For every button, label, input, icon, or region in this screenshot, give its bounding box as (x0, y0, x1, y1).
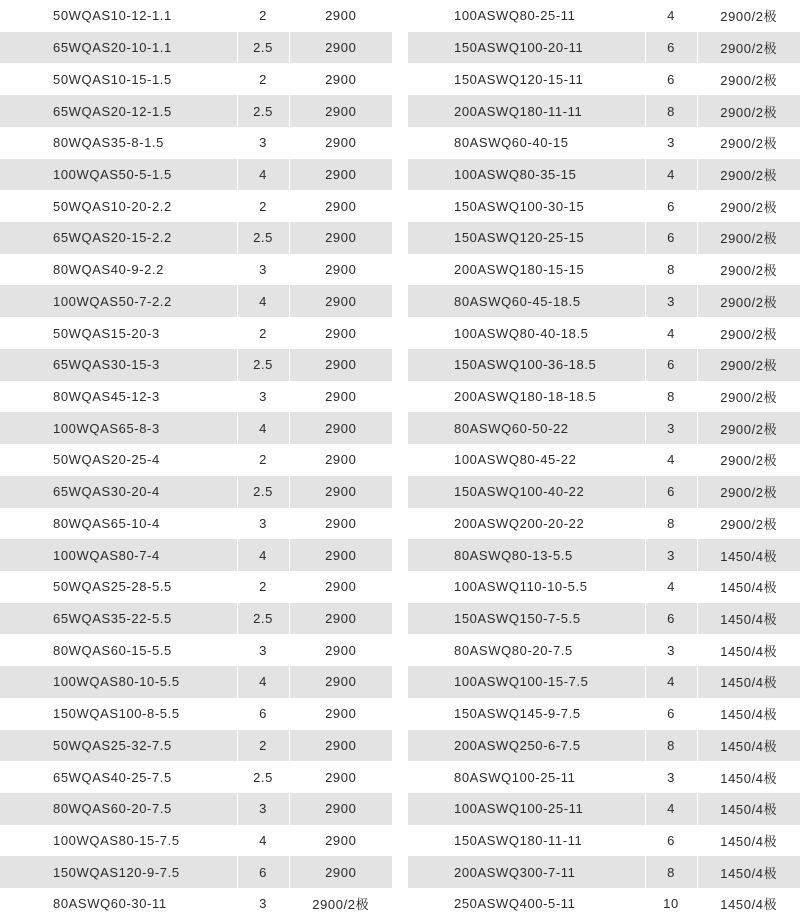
table-row (0, 603, 392, 635)
model-cell: 250ASWQ400-5-11 (408, 888, 645, 920)
model-cell: 200ASWQ180-15-15 (408, 254, 645, 286)
diameter-cell: 4 (645, 571, 697, 603)
model-cell: 100WQAS80-7-4 (0, 539, 237, 571)
diameter-cell: 2.5 (237, 32, 289, 64)
table-row (0, 666, 392, 698)
diameter-cell: 4 (237, 666, 289, 698)
diameter-cell: 10 (645, 888, 697, 920)
model-cell: 80ASWQ80-13-5.5 (408, 539, 645, 571)
diameter-cell: 3 (645, 127, 697, 159)
right-spec-table (408, 0, 800, 920)
model-cell: 100ASWQ80-40-18.5 (408, 317, 645, 349)
model-cell: 200ASWQ180-18-18.5 (408, 381, 645, 413)
speed-cell: 2900 (289, 793, 392, 825)
diameter-cell: 3 (237, 381, 289, 413)
table-row (408, 412, 800, 444)
speed-cell: 1450/4极 (697, 856, 800, 888)
speed-cell: 1450/4极 (720, 707, 778, 723)
speed-cell: 1450/4极 (720, 770, 778, 786)
speed-cell: 2900/2极 (720, 9, 778, 25)
diameter-cell: 2 (237, 190, 289, 222)
table-row (0, 127, 392, 159)
model-cell: 65WQAS20-15-2.2 (0, 222, 237, 254)
diameter-cell: 4 (645, 793, 697, 825)
diameter-cell: 6 (645, 63, 697, 95)
diameter-cell: 2 (237, 0, 289, 32)
table-row (408, 539, 800, 571)
speed-cell: 1450/4极 (720, 834, 778, 850)
model-cell: 200ASWQ200-20-22 (408, 508, 645, 540)
diameter-cell: 2 (237, 571, 289, 603)
diameter-cell: 8 (645, 508, 697, 540)
speed-cell: 2900 (325, 325, 357, 341)
table-row (0, 222, 392, 254)
model-cell: 65WQAS35-22-5.5 (0, 603, 237, 635)
speed-cell: 2900 (325, 388, 357, 404)
diameter-cell: 3 (645, 285, 697, 317)
model-cell: 150WQAS100-8-5.5 (0, 698, 237, 730)
model-cell: 65WQAS40-25-7.5 (0, 761, 237, 793)
diameter-cell: 8 (645, 730, 697, 762)
model-cell: 150ASWQ145-9-7.5 (408, 698, 645, 730)
model-cell: 50WQAS20-25-4 (0, 444, 237, 476)
speed-cell: 2900 (289, 222, 392, 254)
speed-cell: 2900 (325, 833, 357, 849)
model-cell: 80WQAS60-15-5.5 (0, 634, 237, 666)
model-cell: 80WQAS35-8-1.5 (0, 127, 237, 159)
model-cell: 150ASWQ150-7-5.5 (408, 603, 645, 635)
diameter-cell: 8 (645, 856, 697, 888)
speed-cell: 2900 (289, 856, 392, 888)
table-row (0, 95, 392, 127)
table-row (408, 508, 800, 540)
table-row (0, 634, 392, 666)
diameter-cell: 8 (645, 254, 697, 286)
model-cell: 150ASWQ100-20-11 (408, 32, 645, 64)
table-row (0, 317, 392, 349)
speed-cell: 2900 (325, 579, 357, 595)
speed-cell: 2900/2极 (697, 95, 800, 127)
table-row (408, 222, 800, 254)
table-row (0, 0, 392, 32)
table-row (0, 888, 392, 920)
table-row (0, 856, 392, 888)
table-row (408, 254, 800, 286)
model-cell: 65WQAS30-20-4 (0, 476, 237, 508)
speed-cell: 2900 (289, 730, 392, 762)
table-row (0, 254, 392, 286)
model-cell: 50WQAS10-15-1.5 (0, 63, 237, 95)
table-row (408, 444, 800, 476)
model-cell: 100ASWQ80-35-15 (408, 159, 645, 191)
model-cell: 65WQAS20-12-1.5 (0, 95, 237, 127)
model-cell: 200ASWQ250-6-7.5 (408, 730, 645, 762)
speed-cell: 2900/2极 (697, 159, 800, 191)
speed-cell: 2900/2极 (720, 199, 778, 215)
speed-cell: 1450/4极 (697, 666, 800, 698)
diameter-cell: 4 (645, 0, 697, 32)
model-cell: 65WQAS30-15-3 (0, 349, 237, 381)
speed-cell: 2900 (289, 666, 392, 698)
model-cell: 100ASWQ100-15-7.5 (408, 666, 645, 698)
model-cell: 100WQAS50-5-1.5 (0, 159, 237, 191)
left-spec-table (0, 0, 392, 920)
model-cell: 50WQAS10-20-2.2 (0, 190, 237, 222)
diameter-cell: 8 (645, 95, 697, 127)
speed-cell: 2900 (289, 476, 392, 508)
speed-cell: 1450/4极 (720, 580, 778, 596)
model-cell: 80ASWQ60-45-18.5 (408, 285, 645, 317)
diameter-cell: 2.5 (237, 476, 289, 508)
diameter-cell: 6 (645, 222, 697, 254)
table-row (408, 349, 800, 381)
diameter-cell: 3 (237, 634, 289, 666)
diameter-cell: 6 (645, 603, 697, 635)
diameter-cell: 6 (645, 32, 697, 64)
model-cell: 150WQAS120-9-7.5 (0, 856, 237, 888)
model-cell: 50WQAS10-12-1.1 (0, 0, 237, 32)
speed-cell: 2900/2极 (697, 32, 800, 64)
speed-cell: 2900 (289, 603, 392, 635)
model-cell: 80ASWQ100-25-11 (408, 761, 645, 793)
speed-cell: 1450/4极 (720, 643, 778, 659)
speed-cell: 1450/4极 (697, 793, 800, 825)
model-cell: 200ASWQ180-11-11 (408, 95, 645, 127)
table-row (408, 571, 800, 603)
diameter-cell: 4 (237, 539, 289, 571)
diameter-cell: 3 (237, 793, 289, 825)
speed-cell: 2900/2极 (697, 476, 800, 508)
diameter-cell: 2.5 (237, 761, 289, 793)
diameter-cell: 6 (645, 825, 697, 857)
diameter-cell: 3 (237, 888, 289, 920)
table-row (408, 63, 800, 95)
table-row (0, 32, 392, 64)
speed-cell: 2900 (289, 349, 392, 381)
diameter-cell: 6 (645, 476, 697, 508)
speed-cell: 1450/4极 (697, 603, 800, 635)
model-cell: 80WQAS45-12-3 (0, 381, 237, 413)
speed-cell: 2900 (289, 285, 392, 317)
speed-cell: 2900 (325, 452, 357, 468)
diameter-cell: 4 (237, 159, 289, 191)
speed-cell: 2900/2极 (697, 412, 800, 444)
table-row (408, 666, 800, 698)
model-cell: 100WQAS50-7-2.2 (0, 285, 237, 317)
model-cell: 100ASWQ80-25-11 (408, 0, 645, 32)
model-cell: 80WQAS40-9-2.2 (0, 254, 237, 286)
table-row (408, 381, 800, 413)
table-row (408, 761, 800, 793)
table-row (408, 730, 800, 762)
diameter-cell: 2.5 (237, 603, 289, 635)
model-cell: 50WQAS15-20-3 (0, 317, 237, 349)
model-cell: 50WQAS25-28-5.5 (0, 571, 237, 603)
model-cell: 80ASWQ60-50-22 (408, 412, 645, 444)
diameter-cell: 3 (237, 254, 289, 286)
speed-cell: 2900/2极 (720, 263, 778, 279)
speed-cell: 2900 (289, 159, 392, 191)
table-row (408, 317, 800, 349)
right-table-body (408, 0, 800, 920)
model-cell: 100WQAS80-15-7.5 (0, 825, 237, 857)
table-row (0, 476, 392, 508)
model-cell: 80ASWQ60-40-15 (408, 127, 645, 159)
table-row (408, 856, 800, 888)
diameter-cell: 4 (645, 444, 697, 476)
diameter-cell: 3 (645, 539, 697, 571)
speed-cell: 2900 (325, 706, 357, 722)
table-row (0, 730, 392, 762)
model-cell: 150ASWQ100-36-18.5 (408, 349, 645, 381)
model-cell: 80ASWQ60-30-11 (0, 888, 237, 920)
table-row (0, 190, 392, 222)
table-row (0, 381, 392, 413)
speed-cell: 2900 (289, 412, 392, 444)
table-row (0, 63, 392, 95)
speed-cell: 2900/2极 (720, 326, 778, 342)
speed-cell: 2900 (325, 198, 357, 214)
table-row (408, 95, 800, 127)
model-cell: 150ASWQ100-30-15 (408, 190, 645, 222)
diameter-cell: 4 (237, 825, 289, 857)
model-cell: 100WQAS80-10-5.5 (0, 666, 237, 698)
speed-cell: 2900/2极 (697, 285, 800, 317)
diameter-cell: 2 (237, 63, 289, 95)
diameter-cell: 3 (237, 127, 289, 159)
table-row (408, 0, 800, 32)
model-cell: 150ASWQ120-15-11 (408, 63, 645, 95)
table-row (0, 793, 392, 825)
speed-cell: 2900 (325, 769, 357, 785)
diameter-cell: 2.5 (237, 222, 289, 254)
model-cell: 150ASWQ180-11-11 (408, 825, 645, 857)
table-row (0, 444, 392, 476)
model-cell: 150ASWQ100-40-22 (408, 476, 645, 508)
diameter-cell: 2 (237, 444, 289, 476)
table-row (408, 32, 800, 64)
diameter-cell: 3 (645, 412, 697, 444)
diameter-cell: 2.5 (237, 349, 289, 381)
model-cell: 150ASWQ120-25-15 (408, 222, 645, 254)
speed-cell: 1450/4极 (697, 730, 800, 762)
table-row (0, 349, 392, 381)
speed-cell: 2900 (325, 135, 357, 151)
model-cell: 200ASWQ300-7-11 (408, 856, 645, 888)
speed-cell: 2900 (289, 95, 392, 127)
speed-cell: 2900 (325, 262, 357, 278)
speed-cell: 2900/2极 (697, 222, 800, 254)
diameter-cell: 6 (645, 190, 697, 222)
column-gap (392, 0, 408, 920)
diameter-cell: 3 (645, 761, 697, 793)
model-cell: 65WQAS20-10-1.1 (0, 32, 237, 64)
table-row (408, 476, 800, 508)
speed-cell: 2900/2极 (720, 136, 778, 152)
table-row (408, 793, 800, 825)
speed-cell: 2900 (325, 8, 357, 24)
diameter-cell: 2 (237, 730, 289, 762)
diameter-cell: 4 (237, 285, 289, 317)
table-row (0, 571, 392, 603)
table-row (0, 698, 392, 730)
speed-cell: 1450/4极 (720, 897, 778, 913)
model-cell: 80ASWQ80-20-7.5 (408, 634, 645, 666)
speed-cell: 2900/2极 (697, 349, 800, 381)
table-row (408, 159, 800, 191)
speed-cell: 2900 (289, 539, 392, 571)
diameter-cell: 4 (237, 412, 289, 444)
table-row (0, 508, 392, 540)
table-row (408, 190, 800, 222)
table-row (0, 539, 392, 571)
diameter-cell: 2 (237, 317, 289, 349)
left-table-body (0, 0, 392, 920)
diameter-cell: 3 (645, 634, 697, 666)
model-cell: 100ASWQ80-45-22 (408, 444, 645, 476)
model-cell: 100ASWQ100-25-11 (408, 793, 645, 825)
table-row (0, 825, 392, 857)
table-row (0, 159, 392, 191)
diameter-cell: 3 (237, 508, 289, 540)
speed-cell: 2900 (289, 32, 392, 64)
table-row (408, 698, 800, 730)
speed-cell: 2900 (325, 515, 357, 531)
diameter-cell: 6 (645, 698, 697, 730)
table-row (0, 285, 392, 317)
speed-cell: 2900/2极 (720, 453, 778, 469)
speed-cell: 2900/2极 (312, 897, 370, 913)
diameter-cell: 8 (645, 381, 697, 413)
table-row (408, 825, 800, 857)
speed-cell: 2900/2极 (720, 72, 778, 88)
diameter-cell: 6 (237, 856, 289, 888)
table-row (408, 285, 800, 317)
speed-cell: 2900/2极 (720, 516, 778, 532)
speed-cell: 2900 (325, 642, 357, 658)
speed-cell: 2900 (325, 71, 357, 87)
model-cell: 100ASWQ110-10-5.5 (408, 571, 645, 603)
table-row (0, 412, 392, 444)
speed-cell: 2900/2极 (720, 389, 778, 405)
speed-cell: 1450/4极 (697, 539, 800, 571)
diameter-cell: 2.5 (237, 95, 289, 127)
diameter-cell: 4 (645, 317, 697, 349)
table-row (408, 127, 800, 159)
diameter-cell: 6 (237, 698, 289, 730)
diameter-cell: 4 (645, 159, 697, 191)
model-cell: 80WQAS60-20-7.5 (0, 793, 237, 825)
table-row (408, 888, 800, 920)
model-cell: 50WQAS25-32-7.5 (0, 730, 237, 762)
diameter-cell: 4 (645, 666, 697, 698)
table-row (408, 634, 800, 666)
table-row (0, 761, 392, 793)
model-cell: 100WQAS65-8-3 (0, 412, 237, 444)
model-cell: 80WQAS65-10-4 (0, 508, 237, 540)
diameter-cell: 6 (645, 349, 697, 381)
table-row (408, 603, 800, 635)
